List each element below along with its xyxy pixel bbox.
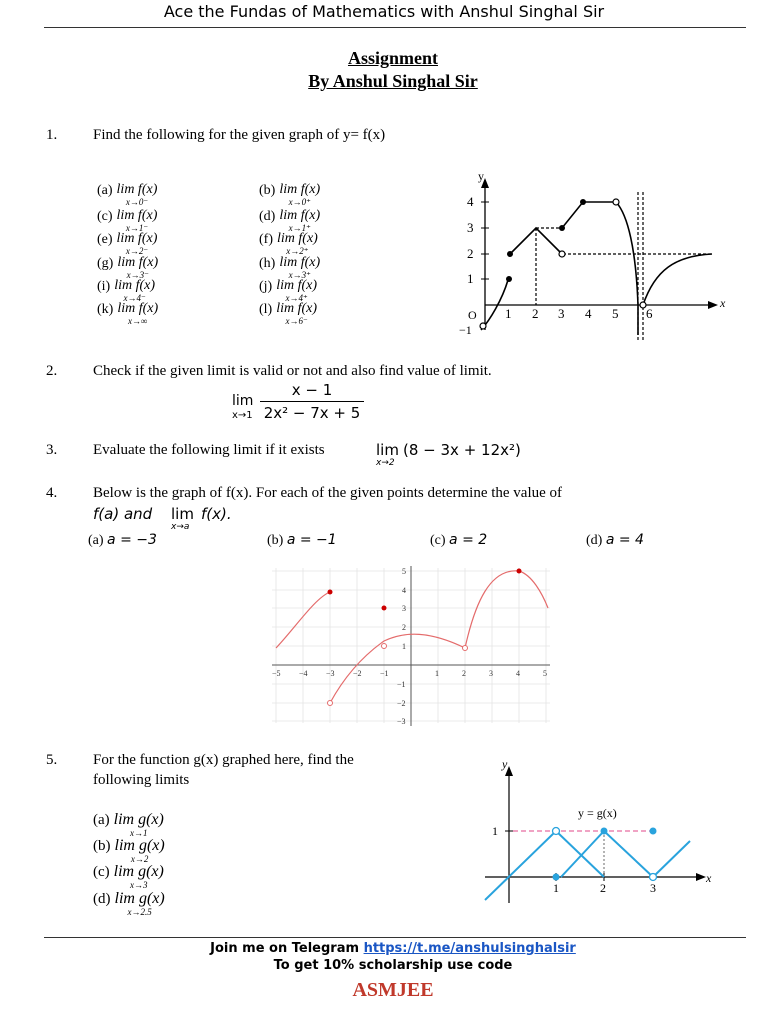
q5-xtick-1: 1 (553, 881, 559, 895)
q1-part-h (259, 256, 320, 280)
author-title: By Anshul Singhal Sir (308, 71, 478, 91)
q4-fx: f(x). (201, 505, 232, 523)
q1-part-sub: x→4⁻ (123, 293, 146, 303)
q1-part-fn: lim f(x) (279, 182, 321, 197)
q4-ytick-3: 3 (402, 604, 406, 613)
q2-lim: lim (232, 393, 254, 409)
q4-part-d-value: a = 4 (605, 532, 644, 548)
q4-part-c-label: (c) (430, 533, 446, 548)
q4-ytick-5: 5 (402, 567, 406, 576)
q1-part-limit (117, 256, 158, 280)
q1-x-arrow (708, 301, 718, 309)
q1-part-fn: lim f(x) (117, 255, 159, 270)
q5-fn-label: y = g(x) (578, 806, 617, 820)
q1-neg-label: −1 (459, 323, 472, 337)
telegram-link[interactable]: https://t.me/anshulsinghalsir (363, 941, 576, 956)
q3-lim-sub: x→2 (376, 458, 395, 468)
q5-part-label: (b) (93, 838, 111, 854)
q1-part-fn: lim f(x) (279, 208, 321, 223)
q4-xtick-m2: −2 (353, 669, 362, 678)
q5-ytick-1: 1 (492, 824, 498, 838)
q5-xtick-2: 2 (600, 881, 606, 895)
q5-part-sub: x→2.5 (127, 907, 152, 917)
q1-part-sub: x→1⁺ (288, 223, 311, 233)
q5-part-limit (114, 812, 164, 838)
q4-xtick-m4: −4 (299, 669, 308, 678)
q4-part-a (88, 532, 157, 549)
q1-part-j (259, 279, 317, 303)
q4-part-d-label: (d) (586, 533, 603, 548)
q1-x-label: x (720, 296, 726, 310)
q1-part-sub: x→0⁺ (288, 197, 311, 207)
q1-part-limit (114, 279, 155, 303)
q1-part-label: (i) (97, 279, 111, 294)
q5-part-c (93, 864, 164, 890)
q1-ytick-1: 1 (467, 271, 474, 286)
q1-part-sub: x→6⁻ (285, 316, 308, 326)
q4-ytick-2: 2 (402, 623, 406, 632)
q5-part-fn: lim g(x) (113, 811, 164, 828)
q1-part-label: (b) (259, 183, 276, 198)
q4-part-c-value: a = 2 (449, 532, 488, 548)
q5-x-label: x (706, 871, 712, 885)
q1-part-limit (117, 232, 158, 256)
q1-part-limit (279, 183, 320, 207)
q1-number: 1. (46, 127, 58, 143)
q4-lim: lim (171, 505, 194, 523)
q1-xtick-6: 6 (646, 306, 653, 321)
q1-part-k (97, 302, 158, 326)
q4-ytick-m2: −2 (397, 699, 406, 708)
q1-graph (450, 170, 730, 345)
q5-text-line1: For the function g(x) graphed here, find the (93, 752, 354, 768)
footer-telegram-prefix: Join me on Telegram (210, 941, 360, 956)
q2-number: 2. (46, 363, 58, 379)
q1-part-fn: lim f(x) (276, 278, 318, 293)
q5-part-a (93, 812, 164, 838)
q1-y-label: y (478, 170, 484, 183)
q1-xtick-1: 1 (505, 306, 512, 321)
header-rule (44, 27, 746, 28)
footer-rule (44, 937, 746, 938)
q1-part-limit (279, 256, 320, 280)
q1-part-sub: x→3⁻ (126, 270, 149, 280)
q2-lim-sub: x→1 (232, 410, 253, 421)
q4-xtick-m3: −3 (326, 669, 335, 678)
q4-part-d (586, 532, 644, 549)
q1-xtick-5: 5 (612, 306, 619, 321)
q1-part-f (259, 232, 318, 256)
q5-part-label: (d) (93, 891, 111, 907)
q5-part-sub: x→1 (130, 828, 148, 838)
q1-part-l (259, 302, 317, 326)
q1-part-limit (279, 209, 320, 233)
q1-part-label: (f) (259, 232, 273, 247)
q5-y-label: y (502, 757, 508, 771)
q1-part-fn: lim f(x) (276, 301, 318, 316)
q1-part-limit (276, 302, 317, 326)
q4-part-c (430, 532, 487, 549)
q1-part-fn: lim f(x) (279, 255, 321, 270)
q1-part-sub: x→1⁻ (125, 223, 149, 233)
q5-part-limit (115, 891, 165, 917)
q1-part-limit (277, 232, 318, 256)
q3-number: 3. (46, 442, 58, 458)
q1-part-d (259, 209, 320, 233)
q1-xtick-3: 3 (558, 306, 565, 321)
q1-part-label: (g) (97, 256, 114, 271)
q4-graph (270, 563, 555, 733)
q1-part-label: (e) (97, 232, 113, 247)
q4-part-b (267, 532, 337, 549)
q4-lim-sub: x→a (171, 522, 190, 532)
q5-graph (480, 755, 720, 905)
q1-ytick-2: 2 (467, 246, 474, 261)
q4-part-b-label: (b) (267, 533, 284, 548)
q1-part-sub: x→0⁻ (125, 197, 149, 207)
q4-number: 4. (46, 485, 58, 501)
q5-part-fn: lim g(x) (113, 863, 164, 880)
q1-part-fn: lim f(x) (277, 231, 318, 246)
q5-part-d (93, 891, 165, 917)
q4-xtick-1: 1 (435, 669, 439, 678)
q1-part-label: (a) (97, 183, 113, 198)
q1-text: Find the following for the given graph of y= f(x) (93, 127, 386, 143)
assignment-title: Assignment (347, 48, 438, 68)
q1-xtick-2: 2 (532, 306, 539, 321)
q1-part-sub: x→4⁺ (285, 293, 308, 303)
q1-part-limit (276, 279, 317, 303)
q2-fraction-bar (260, 401, 364, 402)
q2-text: Check if the given limit is valid or not and also find value of limit. (93, 363, 492, 379)
q1-part-label: (k) (97, 302, 114, 317)
q4-xtick-m1: −1 (380, 669, 389, 678)
q4-ytick-m3: −3 (397, 717, 406, 726)
q4-xtick-m5: −5 (272, 669, 281, 678)
q1-ytick-3: 3 (467, 220, 474, 235)
q1-part-fn: lim f(x) (116, 231, 158, 246)
q1-part-fn: lim f(x) (117, 301, 159, 316)
q2-denominator: 2x² − 7x + 5 (263, 404, 361, 422)
q4-xtick-4: 4 (516, 669, 520, 678)
q5-part-fn: lim g(x) (114, 890, 165, 907)
q1-part-label: (j) (259, 279, 273, 294)
q3-lim: lim (376, 441, 399, 459)
q5-text-line2: following limits (93, 772, 190, 788)
q1-part-label: (d) (259, 209, 276, 224)
q1-part-g (97, 256, 158, 280)
q1-part-limit (117, 183, 158, 207)
q4-part-a-label: (a) (88, 533, 104, 548)
q4-ytick-1: 1 (402, 642, 406, 651)
q5-part-b (93, 838, 165, 864)
q3-text: Evaluate the following limit if it exists (93, 442, 325, 458)
q4-ytick-4: 4 (402, 586, 406, 595)
q3-expression: (8 − 3x + 12x²) (403, 441, 521, 459)
q1-part-fn: lim f(x) (114, 278, 156, 293)
q1-part-sub: x→3⁺ (288, 270, 311, 280)
q1-part-b (259, 183, 320, 207)
q1-part-label: (c) (97, 209, 113, 224)
footer-telegram (0, 941, 768, 956)
q5-part-label: (c) (93, 864, 110, 880)
q1-part-e (97, 232, 157, 256)
q4-xtick-5: 5 (543, 669, 547, 678)
q1-part-i (97, 279, 155, 303)
q5-part-sub: x→2 (130, 854, 149, 864)
q5-xtick-3: 3 (650, 881, 656, 895)
q5-part-limit (115, 838, 165, 864)
q1-ytick-4: 4 (467, 194, 474, 209)
q1-part-fn: lim f(x) (116, 208, 158, 223)
q1-part-a (97, 183, 157, 207)
q4-ytick-m1: −1 (397, 680, 406, 689)
page-header: Ace the Fundas of Mathematics with Anshul Singhal Sir (163, 2, 605, 21)
q4-part-b-value: a = −1 (286, 532, 337, 548)
q5-part-sub: x→3 (130, 880, 148, 890)
q1-part-label: (l) (259, 302, 273, 317)
q1-part-sub: x→∞ (128, 316, 148, 326)
q4-fa-and: f(a) and (93, 505, 153, 523)
q1-part-c (97, 209, 157, 233)
q4-part-a-value: a = −3 (107, 532, 157, 548)
q1-origin: O (468, 308, 477, 322)
q2-numerator: x − 1 (291, 381, 333, 399)
q4-xtick-3: 3 (489, 669, 493, 678)
q1-part-label: (h) (259, 256, 276, 271)
footer-scholarship: To get 10% scholarship use code (273, 958, 513, 973)
q1-part-limit (117, 302, 158, 326)
q1-part-sub: x→2⁺ (286, 246, 309, 256)
q4-xtick-2: 2 (462, 669, 466, 678)
q1-part-limit (117, 209, 158, 233)
q5-part-limit (114, 864, 164, 890)
q5-number: 5. (46, 752, 58, 768)
q1-part-fn: lim f(x) (116, 182, 158, 197)
scholarship-code: ASMJEE (352, 979, 434, 1001)
q4-text: Below is the graph of f(x). For each of the given points determine the value of (93, 485, 563, 501)
q1-xtick-4: 4 (585, 306, 592, 321)
q1-part-sub: x→2⁻ (125, 246, 149, 256)
q5-part-fn: lim g(x) (114, 837, 165, 854)
q5-part-label: (a) (93, 812, 110, 828)
